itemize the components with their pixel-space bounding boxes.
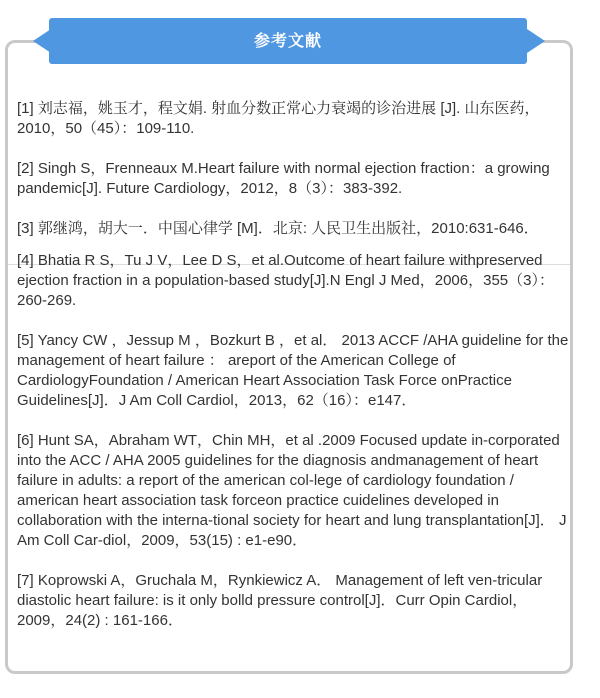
reference-item-6: [6] Hunt SA，Abraham WT，Chin MH，et al .2009 Focused update in-corporated into the ACC / AHA 2005 guidelines for the diagnosis andmanagement of heart failure in adults: a report of the american col-lege of cardiology foundation / american heart association task forceon practice cuidelines developed in collaboration with the interna-tional society for heart and lung transplantation[J]． J Am Coll Car-diol，2009，53(15) : e1-e90． — [17, 432, 567, 549]
reference-item-3: [3] 郭继鸿，胡大一．中国心律学 [M]．北京: 人民卫生出版社，2010:631-646． — [17, 220, 539, 237]
reference-item-2: [2] Singh S，Frenneaux M.Heart failure with normal ejection fraction：a growing pandemic[J]. Future Cardiology，2012，8（3）：383-392. — [17, 160, 550, 197]
reference-list — [17, 99, 569, 651]
banner-right-arrow-icon — [527, 29, 545, 53]
reference-item-7: [7] Koprowski A，Gruchala M，Rynkiewicz A． Management of left ven-tricular diastolic heart failure: is it only bolld pressure control[J]．Curr Opin Cardiol，2009，24(2) : 161-166． — [17, 572, 543, 629]
reference-item-5: [5] Yancy CW ，Jessup M ，Bozkurt B ，et al． 2013 ACCF /AHA guideline for the management of heart failure ： areport of the American College of CardiologyFoundation / American Heart Association Task Force onPractice Guidelines[J]．J Am Coll Cardiol，2013，62（16）：e147． — [17, 332, 569, 409]
page-title: 参考文献 — [253, 31, 322, 50]
reference-item-4: [4] Bhatia R S，Tu J V，Lee D S，et al.Outcome of heart failure withpreserved ejection fraction in a population-based study[J].N Engl J Med，2006，355（3）：260-269. — [17, 252, 554, 309]
reference-item-1: [1] 刘志福，姚玉才，程文娟. 射血分数正常心力衰竭的诊治进展 [J]. 山东医药，2010，50（45）：109-110. — [17, 100, 540, 137]
header-banner — [33, 18, 553, 64]
